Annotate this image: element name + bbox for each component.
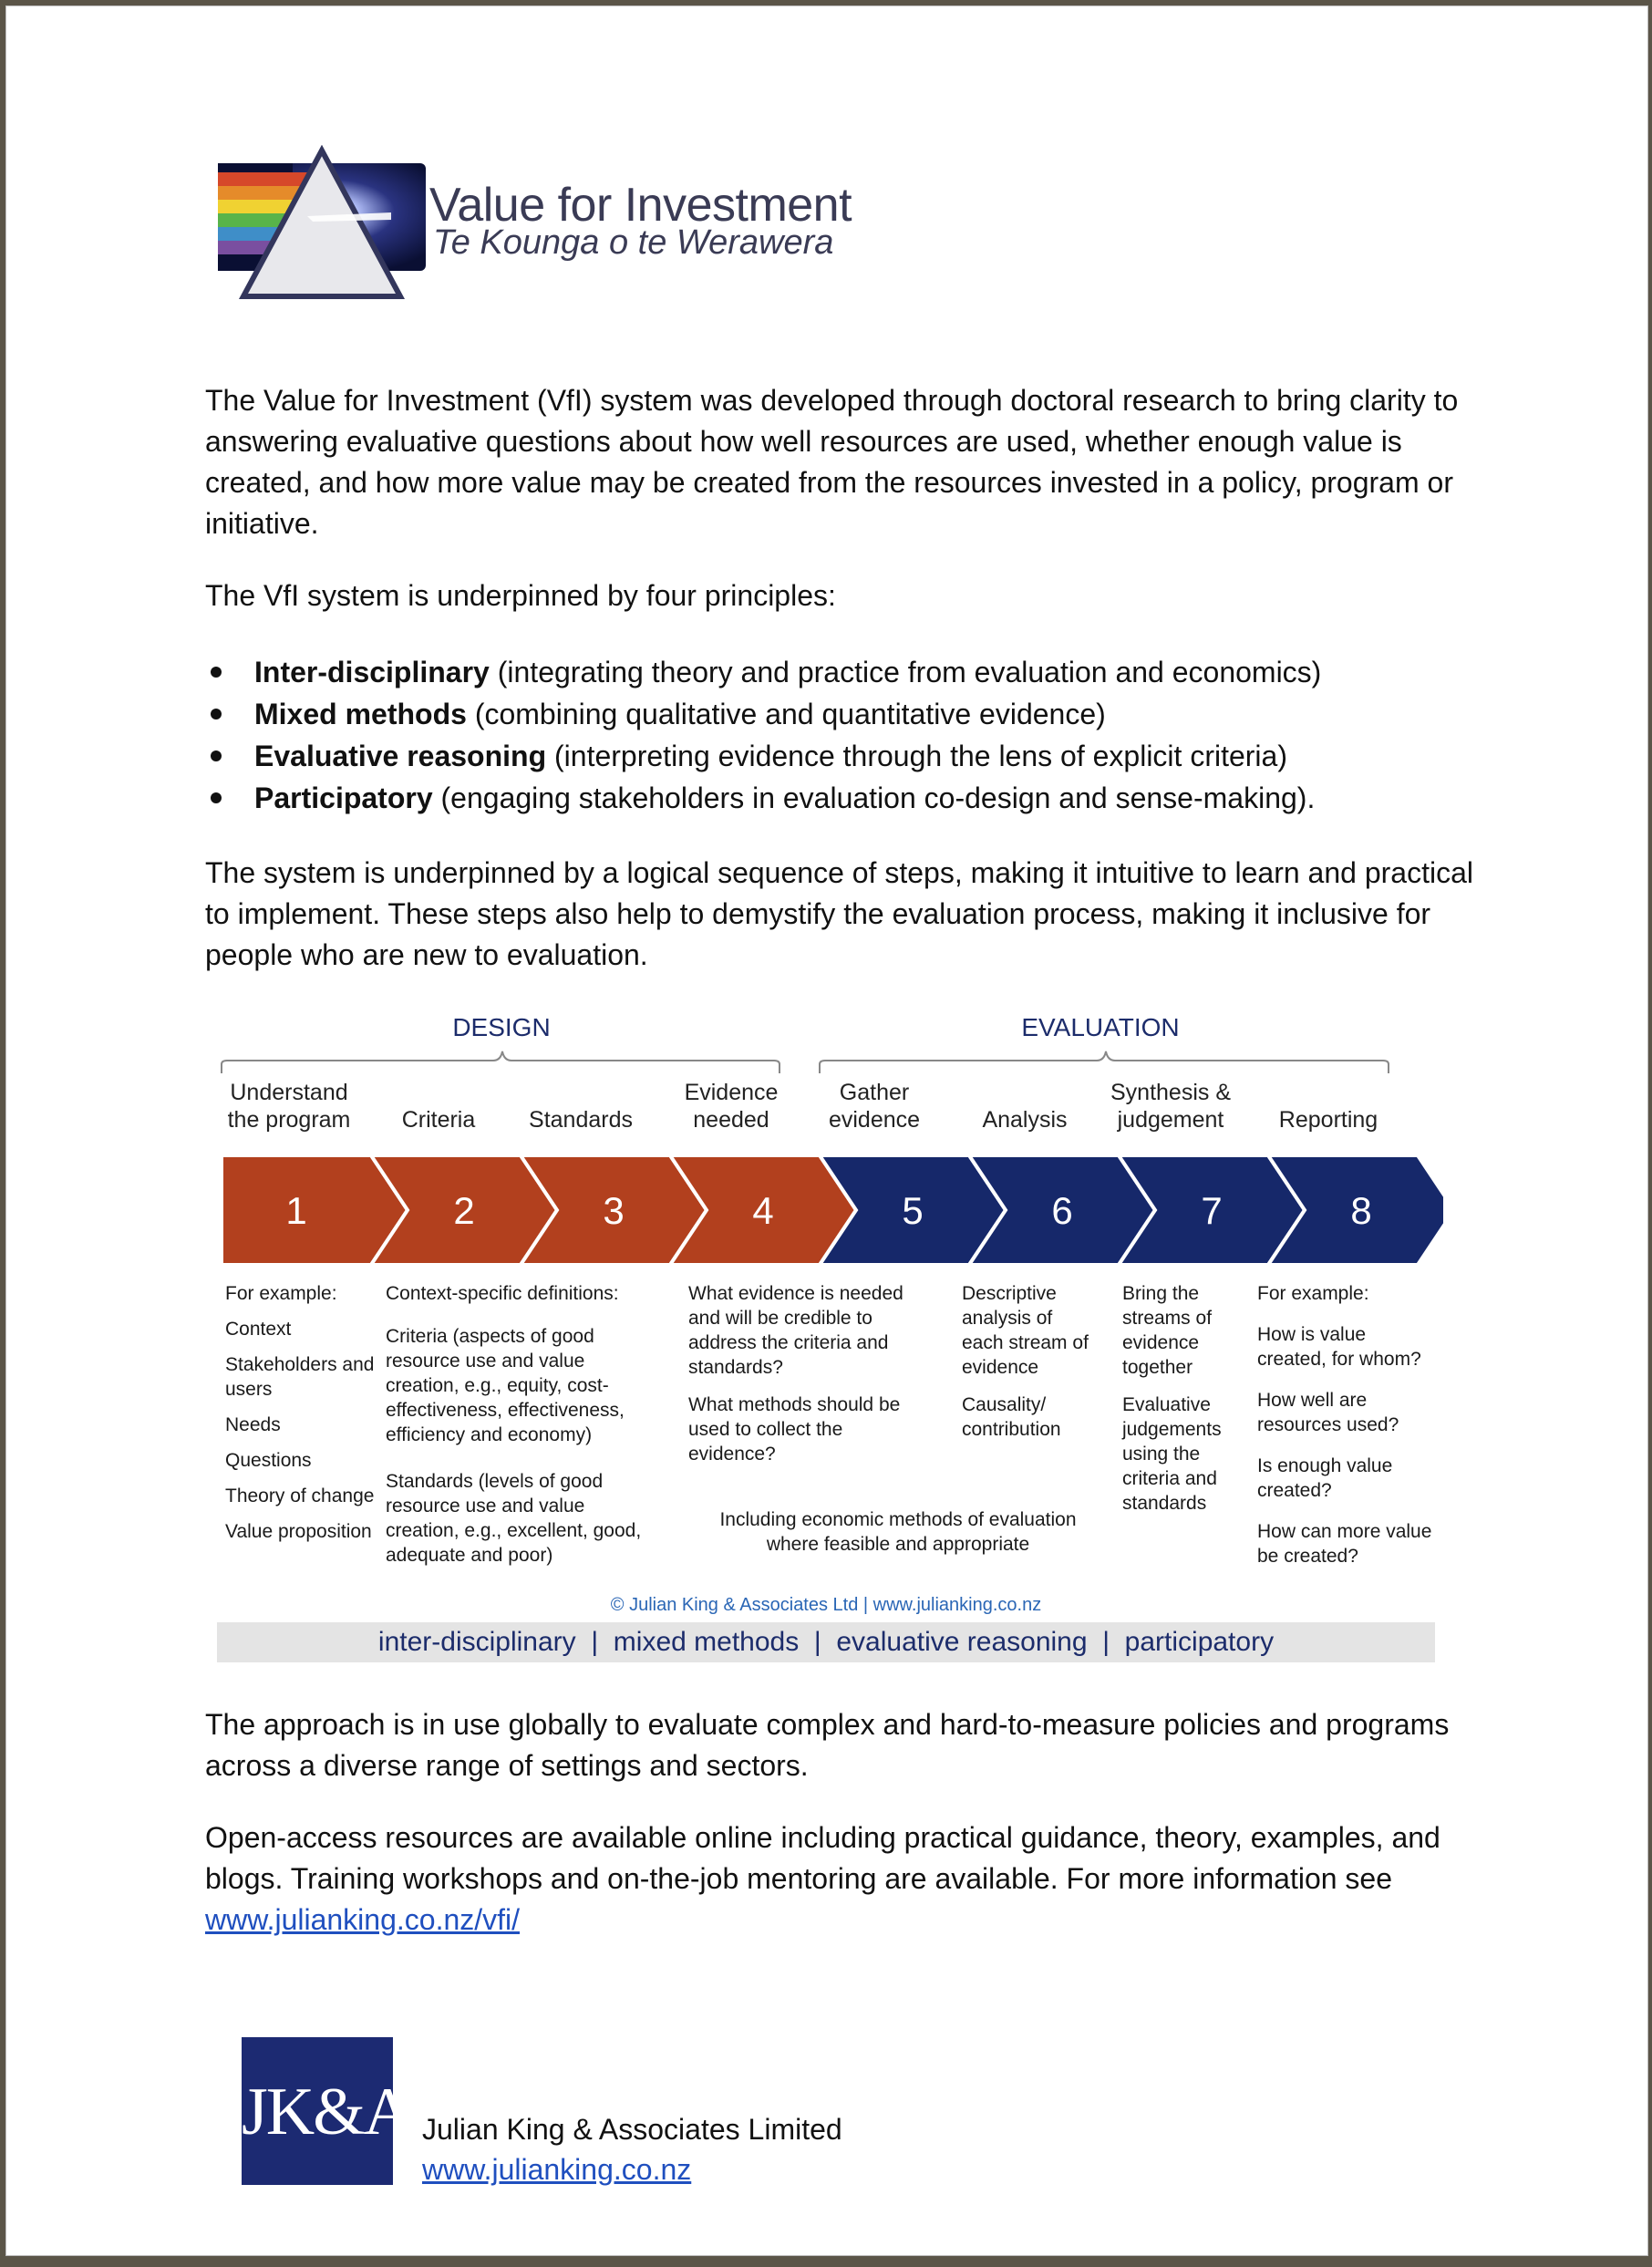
desc-line: For example: xyxy=(225,1283,337,1304)
step-title-2: Criteria xyxy=(401,1107,476,1133)
desc-reporting xyxy=(1257,1281,1436,1579)
principles-list xyxy=(254,651,1494,819)
approach-paragraph: The approach is in use globally to evaluate complex and hard-to-measure policies and programs across a diverse range of settings and sectors. xyxy=(205,1708,1450,1782)
principle-item xyxy=(254,777,1494,819)
principle-desc: (integrating theory and practice from evaluation and economics) xyxy=(489,656,1322,688)
principle-item xyxy=(254,693,1494,735)
desc-line: Causality/ contribution xyxy=(962,1394,1061,1440)
phase-brackets xyxy=(214,1048,1440,1079)
step-title-5: Gather evidence xyxy=(828,1080,921,1133)
logo-title: Value for Investment xyxy=(429,179,852,232)
desc-line: Needs xyxy=(225,1414,281,1435)
principles-intro: The VfI system is underpinned by four principles: xyxy=(205,579,836,612)
desc-line: Descriptive analysis of each stream of evidence xyxy=(962,1283,1089,1378)
desc-line: Is enough value created? xyxy=(1257,1455,1393,1501)
step-title-8: Reporting xyxy=(1278,1107,1378,1133)
desc-line: Context-specific definitions: xyxy=(386,1283,619,1304)
resources-paragraph xyxy=(205,1817,1482,1941)
vfi-resources-link[interactable]: www.julianking.co.nz/vfi/ xyxy=(205,1903,521,1936)
principle-desc: (interpreting evidence through the lens of explicit criteria) xyxy=(546,740,1287,772)
desc-line: What methods should be used to collect the evidence? xyxy=(688,1394,901,1465)
phase-evaluation-label: EVALUATION xyxy=(1021,1013,1180,1041)
desc-line: How can more value be created? xyxy=(1257,1521,1432,1567)
desc-analysis xyxy=(962,1281,1089,1453)
step-number-7: 7 xyxy=(1201,1189,1223,1232)
step-chevron-1 xyxy=(222,1155,408,1265)
desc-line: What evidence is needed and will be credible to address the criteria and standards? xyxy=(688,1283,903,1378)
principle-term: Evaluative reasoning xyxy=(254,740,547,772)
step-title-6: Analysis xyxy=(982,1107,1068,1133)
step-number-1: 1 xyxy=(285,1189,307,1232)
phase-design-label: DESIGN xyxy=(452,1013,551,1041)
jka-logo-text: JK&A xyxy=(242,2075,411,2149)
step-number-3: 3 xyxy=(603,1189,625,1232)
step-title-3: Standards xyxy=(529,1107,633,1133)
step-number-5: 5 xyxy=(902,1189,924,1232)
desc-line: Theory of change xyxy=(225,1485,375,1506)
desc-line: Context xyxy=(225,1319,292,1340)
desc-evidence-needed xyxy=(688,1281,931,1477)
desc-line: Bring the streams of evidence together xyxy=(1122,1283,1213,1378)
step-title-7: Synthesis & judgement xyxy=(1110,1080,1231,1133)
jka-logo xyxy=(242,2037,411,2185)
footer-company-name: Julian King & Associates Limited xyxy=(422,2113,842,2146)
footer-website-link[interactable]: www.julianking.co.nz xyxy=(422,2153,692,2186)
steps-paragraph: The system is underpinned by a logical sequence of steps, making it intuitive to learn and practical to implement. These steps also help to demystify the evaluation process, making it inclusive for people who are new to evaluation. xyxy=(205,856,1473,971)
principle-desc: (engaging stakeholders in evaluation co-design and sense-making). xyxy=(432,782,1316,814)
document-page xyxy=(5,5,1648,2256)
principle-item xyxy=(254,735,1494,777)
step-title-4: Evidence needed xyxy=(684,1080,779,1133)
resources-text: Open-access resources are available online including practical guidance, theory, examples, and blogs. Training workshops and on-the-job mentoring are available. For more information see xyxy=(205,1821,1440,1895)
desc-line: Standards (levels of good resource use and value creation, e.g., excellent, good, adequate and poor) xyxy=(386,1471,642,1566)
principle-term: Mixed methods xyxy=(254,698,467,730)
principle-desc: (combining qualitative and quantitative evidence) xyxy=(466,698,1106,730)
desc-line: Criteria (aspects of good resource use and value creation, e.g., equity, cost-effectiveness, effectiveness, efficiency and economy) xyxy=(386,1326,625,1445)
desc-synthesis xyxy=(1122,1281,1244,1527)
desc-line: For example: xyxy=(1257,1283,1369,1304)
desc-criteria-standards xyxy=(386,1281,656,1579)
desc-line: Stakeholders and users xyxy=(225,1354,375,1400)
principle-item xyxy=(254,651,1494,693)
principle-term: Inter-disciplinary xyxy=(254,656,490,688)
step-number-6: 6 xyxy=(1051,1189,1073,1232)
step-number-8: 8 xyxy=(1350,1189,1372,1232)
desc-line: How is value created, for whom? xyxy=(1257,1324,1421,1370)
principles-bar-text: inter-disciplinary | mixed methods | evaluative reasoning | participatory xyxy=(377,1627,1275,1657)
desc-line: How well are resources used? xyxy=(1257,1390,1399,1435)
desc-line: Evaluative judgements using the criteria and standards xyxy=(1122,1394,1222,1514)
desc-line: Questions xyxy=(225,1450,312,1471)
step-number-4: 4 xyxy=(752,1189,774,1232)
step-title-1: Understand the program xyxy=(227,1080,351,1133)
principle-term: Participatory xyxy=(254,782,433,814)
desc-line: Value proposition xyxy=(225,1521,372,1542)
step-number-2: 2 xyxy=(453,1189,475,1232)
intro-paragraph: The Value for Investment (VfI) system was developed through doctoral research to bring clarity to answering evaluative questions about how well resources are used, whether enough value is created, and how more value may be created from the resources invested in a policy, program or initiative. xyxy=(205,384,1459,540)
value-for-investment-logo xyxy=(212,145,431,302)
process-chevrons xyxy=(214,1154,1443,1267)
economic-methods-note: Including economic methods of evaluation where feasible and appropriate xyxy=(719,1509,1077,1555)
desc-understand-program xyxy=(225,1281,380,1555)
logo-subtitle: Te Kounga o te Werawera xyxy=(433,223,834,262)
diagram-copyright: © Julian King & Associates Ltd | www.julianking.co.nz xyxy=(610,1595,1042,1615)
